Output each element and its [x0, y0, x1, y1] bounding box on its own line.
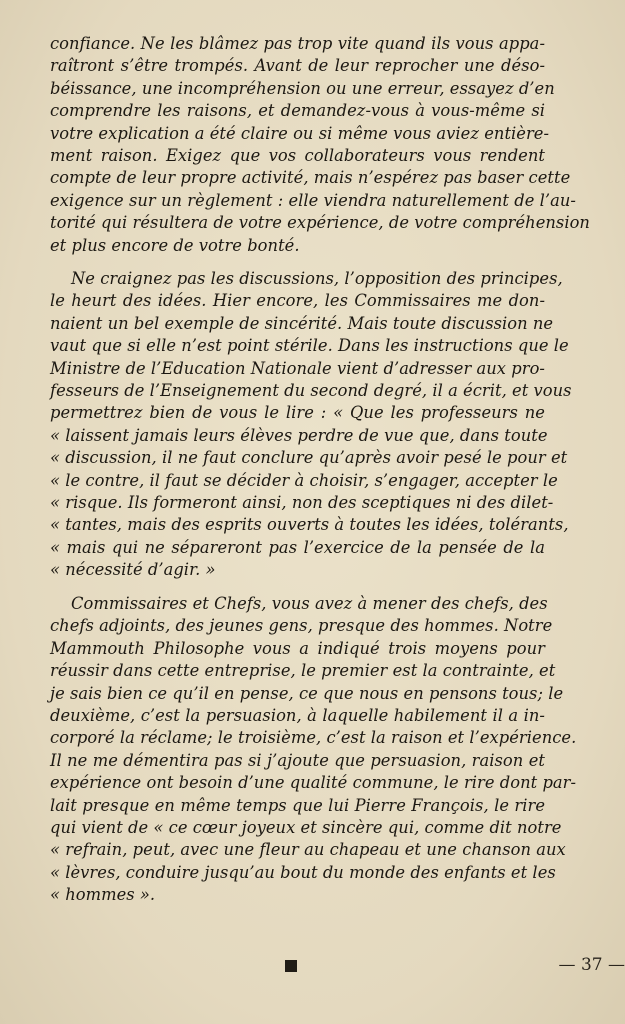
text-line: corporé la réclame; le troisième, c’est la raison et l’expérience. [50, 728, 577, 748]
text-line: « nécessité d’agir. » [50, 560, 216, 580]
text-line: raîtront s’être trompés. Avant de leur reprocher une déso- [50, 56, 545, 76]
text-line: Ministre de l’Education Nationale vient d’adresser aux pro- [50, 358, 545, 378]
text-line: Il ne me démentira pas si j’ajoute que persuasion, raison et [50, 750, 545, 770]
text-line: Mammouth Philosophe vous a indiqué trois moyens pour [50, 638, 545, 658]
text-line: « le contre, il faut se décider à choisir, s’engager, accepter le [50, 470, 558, 490]
text-line: vaut que si elle n’est point stérile. Dans les instructions que le [50, 336, 569, 356]
page-number: — 37 — [558, 955, 625, 975]
text-line: Ne craignez pas les discussions, l’opposition des principes, [71, 269, 563, 288]
text-line: comprendre les raisons, et demandez-vous à vous-même si [50, 101, 545, 121]
text-line: ment raison. Exigez que vos collaborateurs vous rendent [50, 145, 545, 165]
text-line: réussir dans cette entreprise, le premier est la contrainte, et [50, 661, 556, 681]
text-line: naient un bel exemple de sincérité. Mais toute discussion ne [50, 313, 554, 333]
text-line: « hommes ». [50, 885, 156, 905]
text-line: « discussion, il ne faut conclure qu’après avoir pesé le pour et [50, 448, 568, 468]
text-line: confiance. Ne les blâmez pas trop vite quand ils vous appa- [50, 34, 545, 53]
text-line: lait presque en même temps que lui Pierre François, le rire [50, 795, 545, 815]
text-line: torité qui résultera de votre expérience, de votre compréhension [50, 213, 590, 233]
text-line: je sais bien ce qu’il en pense, ce que nous en pensons tous; le [50, 683, 564, 703]
text-line: « laissent jamais leurs élèves perdre de vue que, dans toute [50, 425, 548, 445]
square-ornament-icon [285, 960, 297, 972]
paragraph-2 [50, 268, 572, 581]
paragraph-1 [50, 33, 590, 257]
text-line: votre explication a été claire ou si même vous aviez entière- [50, 123, 550, 143]
text-line: « risque. Ils formeront ainsi, non des sceptiques ni des dilet- [50, 492, 554, 512]
text-line: le heurt des idées. Hier encore, les Commissaires me don- [50, 291, 545, 311]
text-line: Commissaires et Chefs, vous avez à mener des chefs, des [71, 594, 548, 613]
text-line: et plus encore de votre bonté. [50, 235, 300, 255]
text-line: chefs adjoints, des jeunes gens, presque des hommes. Notre [50, 616, 553, 636]
text-line: fesseurs de l’Enseignement du second degré, il a écrit, et vous [50, 380, 572, 400]
text-line: béissance, une incompréhension ou une erreur, essayez d’en [50, 78, 555, 98]
text-line: qui vient de « ce cœur joyeux et sincère qui, comme dit notre [50, 817, 562, 837]
paragraph-3 [50, 593, 577, 906]
text-line: compte de leur propre activité, mais n’espérez pas baser cette [50, 168, 571, 188]
text-line: « lèvres, conduire jusqu’au bout du monde des enfants et les [50, 862, 556, 882]
text-line: « mais qui ne sépareront pas l’exercice de la pensée de la [50, 537, 545, 557]
text-line: expérience ont besoin d’une qualité commune, le rire dont par- [50, 773, 577, 793]
text-line: deuxième, c’est la persuasion, à laquelle habilement il a in- [50, 705, 545, 725]
text-line: « refrain, peut, avec une fleur au chapeau et une chanson aux [50, 840, 566, 860]
text-line: « tantes, mais des esprits ouverts à toutes les idées, tolérants, [50, 515, 569, 535]
text-line: exigence sur un règlement : elle viendra naturellement de l’au- [50, 190, 576, 210]
text-line: permettrez bien de vous le lire : « Que les professeurs ne [50, 403, 545, 423]
